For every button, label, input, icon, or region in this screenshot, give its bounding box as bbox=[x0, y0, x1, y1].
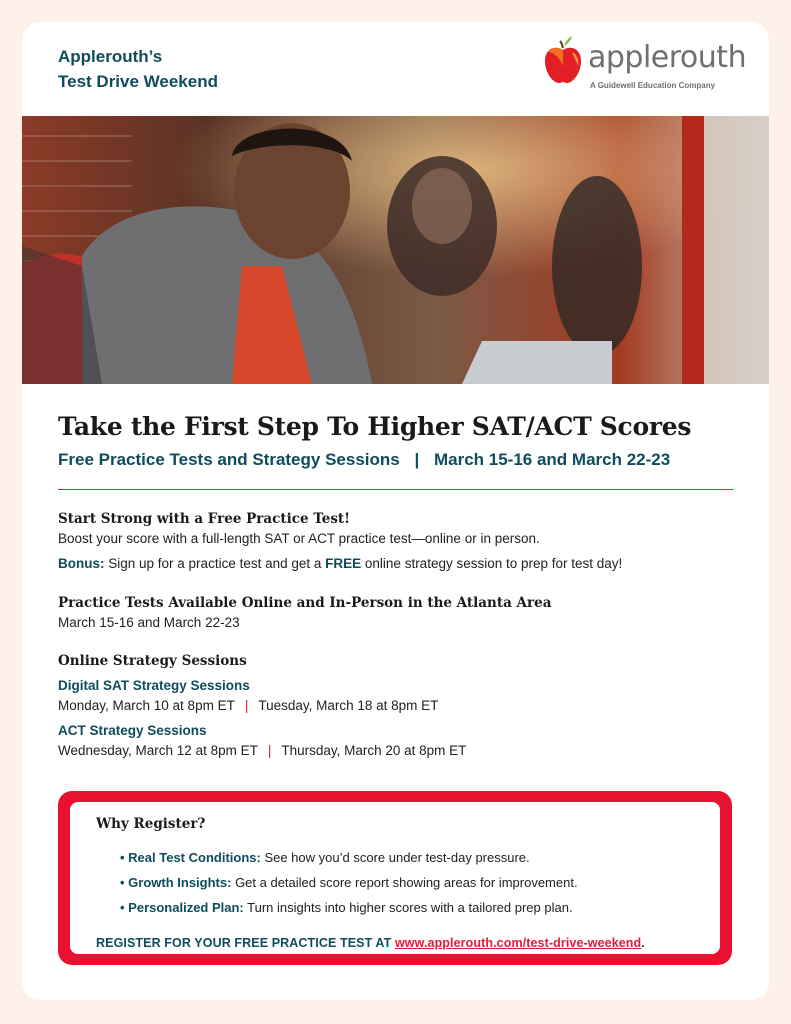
event-title bbox=[58, 44, 218, 94]
why-item-label: Personalized Plan: bbox=[128, 900, 244, 915]
why-item-label: Growth Insights: bbox=[128, 875, 232, 890]
why-item bbox=[120, 900, 573, 915]
sat-date-1: Monday, March 10 at 8pm ET bbox=[58, 698, 235, 713]
flyer-card bbox=[22, 22, 769, 1000]
sat-date-separator: | bbox=[244, 698, 249, 713]
act-date-separator: | bbox=[267, 743, 272, 758]
act-sessions-label: ACT Strategy Sessions bbox=[58, 723, 207, 738]
bullet: • bbox=[120, 850, 129, 865]
register-link[interactable]: www.applerouth.com/test-drive-weekend bbox=[394, 936, 642, 950]
subhead-separator: | bbox=[414, 450, 420, 469]
logo-wordmark: applerouth bbox=[588, 40, 747, 75]
act-date-2: Thursday, March 20 at 8pm ET bbox=[281, 743, 467, 758]
register-text: REGISTER FOR YOUR FREE PRACTICE TEST AT bbox=[96, 936, 395, 950]
applerouth-logo bbox=[542, 36, 752, 104]
event-title-line2: Test Drive Weekend bbox=[58, 72, 218, 91]
bonus-text-post: online strategy session to prep for test day! bbox=[361, 556, 623, 571]
main-headline: Take the First Step To Higher SAT/ACT Scores bbox=[58, 412, 692, 441]
hero-photo bbox=[22, 116, 769, 384]
act-date-1: Wednesday, March 12 at 8pm ET bbox=[58, 743, 258, 758]
why-item-label: Real Test Conditions: bbox=[128, 850, 261, 865]
why-item bbox=[120, 875, 578, 890]
why-item-text: See how you’d score under test-day pressure. bbox=[260, 850, 530, 865]
section-divider bbox=[58, 489, 733, 490]
register-cta bbox=[96, 936, 645, 950]
apple-icon bbox=[542, 36, 586, 88]
register-end: . bbox=[641, 936, 645, 950]
subhead-left: Free Practice Tests and Strategy Sessions bbox=[58, 450, 400, 469]
bonus-free: FREE bbox=[325, 556, 362, 571]
practice-test-description: Boost your score with a full-length SAT or ACT practice test—online or in person. bbox=[58, 531, 540, 546]
availability-dates: March 15-16 and March 22-23 bbox=[58, 615, 240, 630]
bonus-label: Bonus: bbox=[58, 556, 105, 571]
section-title-practice-test: Start Strong with a Free Practice Test! bbox=[58, 511, 351, 527]
why-register-title: Why Register? bbox=[96, 816, 206, 832]
bonus-line bbox=[58, 556, 622, 571]
why-item-text: Get a detailed score report showing areas for improvement. bbox=[231, 875, 578, 890]
logo-tagline: A Guidewell Education Company bbox=[590, 81, 716, 90]
why-item-text: Turn insights into higher scores with a tailored prep plan. bbox=[243, 900, 573, 915]
sat-session-dates bbox=[58, 698, 438, 713]
why-register-box bbox=[58, 791, 732, 965]
act-session-dates bbox=[58, 743, 466, 758]
bullet: • bbox=[120, 875, 129, 890]
sat-date-2: Tuesday, March 18 at 8pm ET bbox=[258, 698, 439, 713]
why-item bbox=[120, 850, 530, 865]
event-title-line1: Applerouth’s bbox=[58, 47, 163, 66]
section-title-strategy-sessions: Online Strategy Sessions bbox=[58, 653, 247, 669]
subheadline bbox=[58, 450, 670, 470]
sat-sessions-label: Digital SAT Strategy Sessions bbox=[58, 678, 250, 693]
bullet: • bbox=[120, 900, 129, 915]
why-register-panel bbox=[70, 802, 720, 954]
bonus-text-pre: Sign up for a practice test and get a bbox=[104, 556, 326, 571]
section-title-availability: Practice Tests Available Online and In-Person in the Atlanta Area bbox=[58, 595, 552, 611]
subhead-right: March 15-16 and March 22-23 bbox=[433, 450, 671, 469]
